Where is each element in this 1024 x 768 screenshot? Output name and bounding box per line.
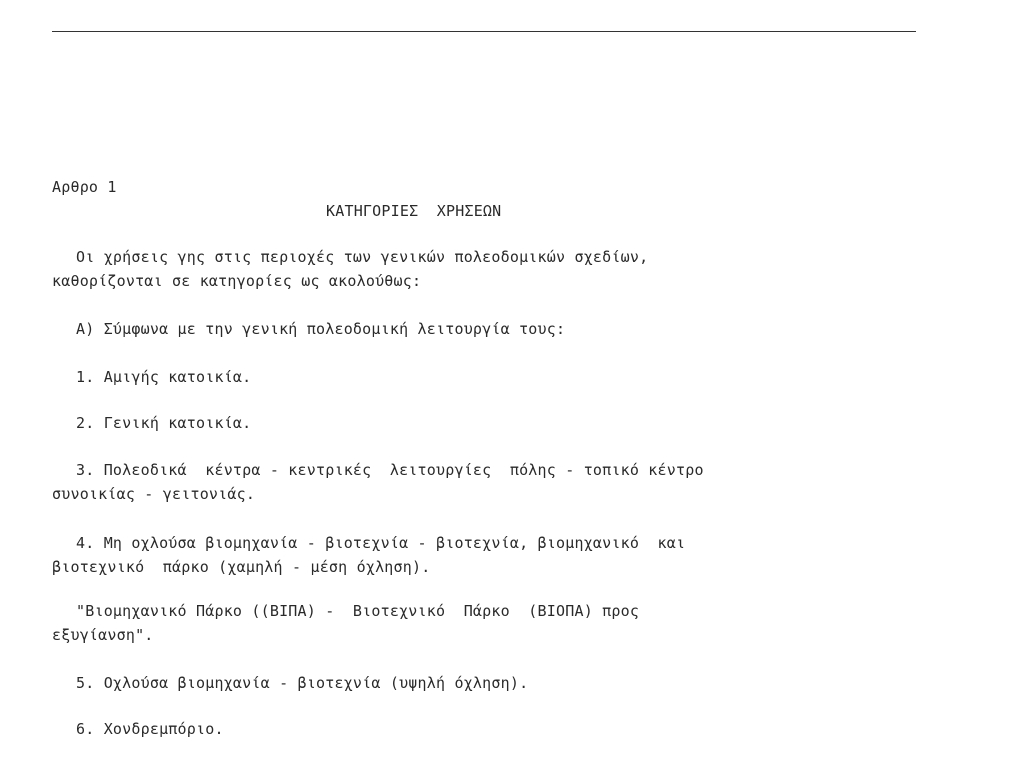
- list-item-4-line-2: βιοτεχνικό πάρκο (χαμηλή - μέση όχληση).: [52, 558, 431, 576]
- list-item-2: 2. Γενική κατοικία.: [76, 414, 252, 432]
- list-item-3-line-1: 3. Πολεοδικά κέντρα - κεντρικές λειτουργίες πόλης - τοπικό κέντρο: [76, 461, 704, 479]
- article-heading: Αρθρο 1: [52, 178, 117, 196]
- quote-line-2: εξυγίανση".: [52, 626, 154, 644]
- subsection-a: Α) Σύμφωνα με την γενική πολεοδομική λειτουργία τους:: [76, 320, 566, 338]
- intro-line-1: Οι χρήσεις γης στις περιοχές των γενικών πολεοδομικών σχεδίων,: [76, 248, 649, 266]
- section-title: ΚΑΤΗΓΟΡΙΕΣ ΧΡΗΣΕΩΝ: [326, 202, 502, 220]
- list-item-1: 1. Αμιγής κατοικία.: [76, 368, 252, 386]
- list-item-4-line-1: 4. Μη οχλούσα βιομηχανία - βιοτεχνία - βιοτεχνία, βιομηχανικό και: [76, 534, 686, 552]
- list-item-5: 5. Οχλούσα βιομηχανία - βιοτεχνία (υψηλή όχληση).: [76, 674, 529, 692]
- list-item-6: 6. Χονδρεμπόριο.: [76, 720, 224, 738]
- quote-line-1: "Βιομηχανικό Πάρκο ((ΒΙΠΑ) - Βιοτεχνικό Πάρκο (ΒΙΟΠΑ) προς: [76, 602, 640, 620]
- intro-line-2: καθορίζονται σε κατηγορίες ως ακολούθως:: [52, 272, 422, 290]
- top-rule: [52, 31, 916, 32]
- list-item-3-line-2: συνοικίας - γειτονιάς.: [52, 485, 256, 503]
